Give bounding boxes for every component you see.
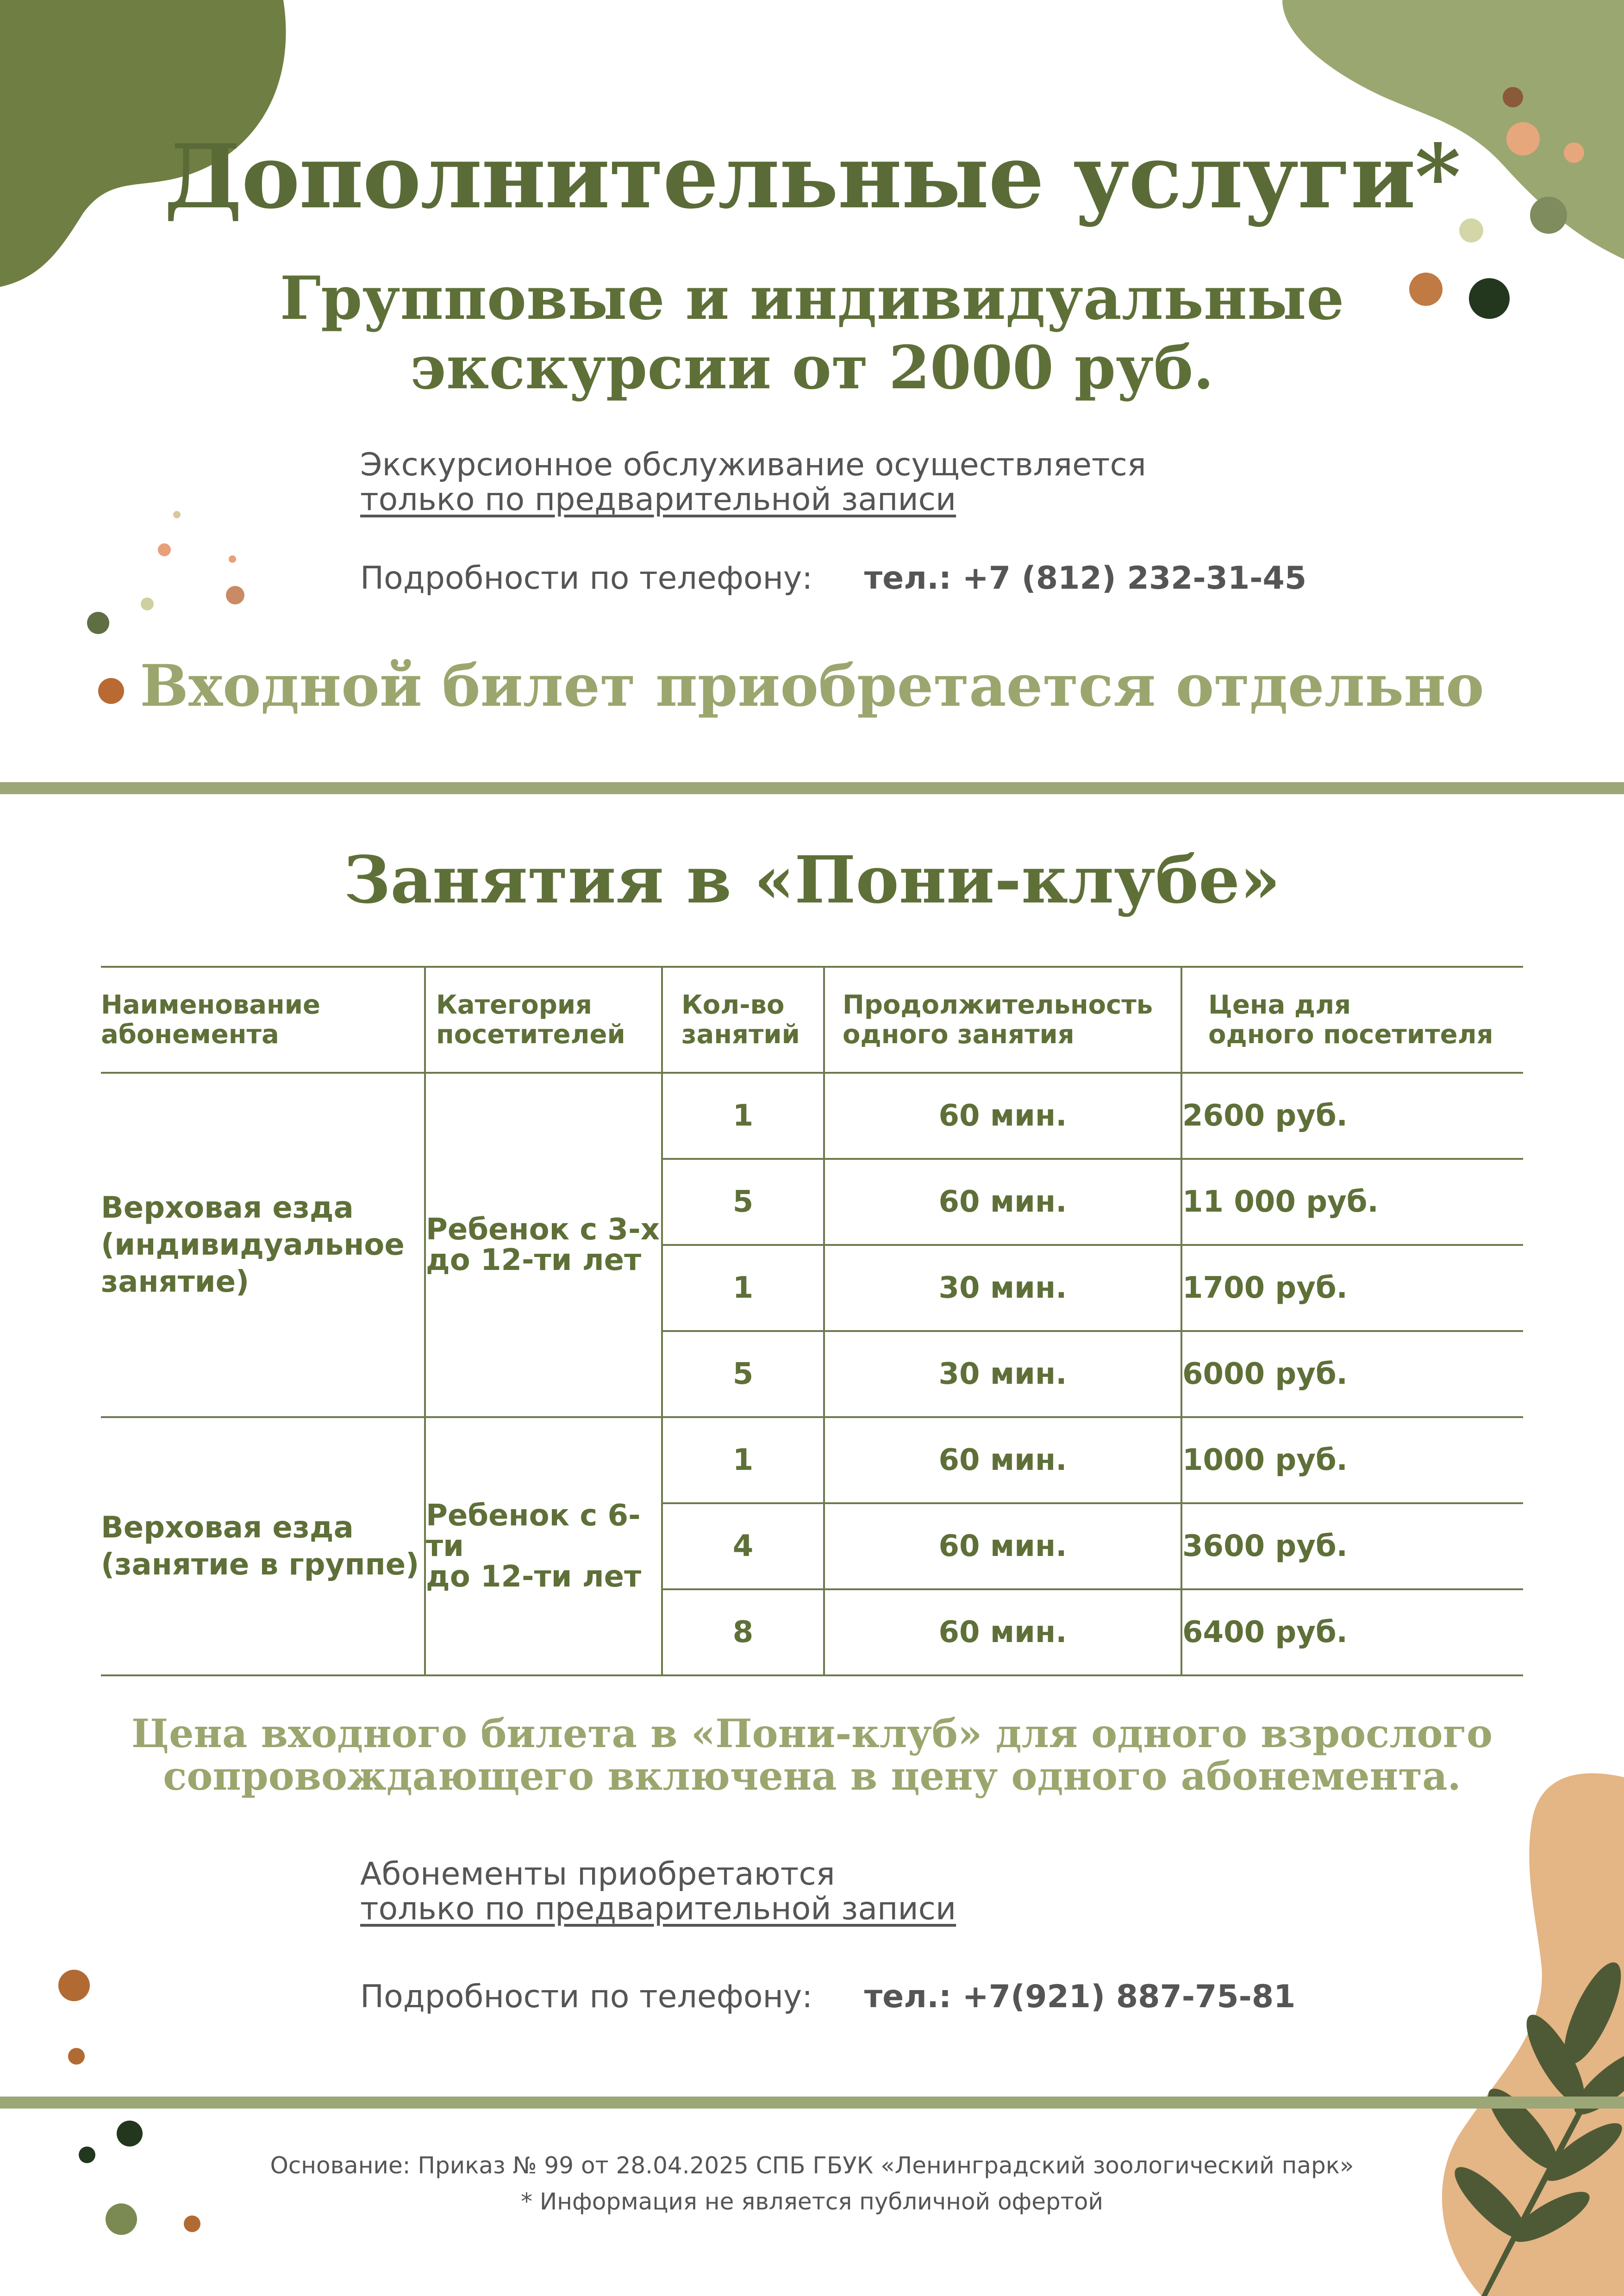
lesson-count: 8 [662, 1589, 824, 1675]
lesson-price: 11 000 руб. [1181, 1159, 1523, 1245]
dot [117, 2121, 143, 2147]
header-price: Цена для одного посетителя [1181, 967, 1523, 1073]
lesson-duration: 30 мин. [824, 1331, 1181, 1417]
page-title: Дополнительные услуги* [164, 125, 1460, 228]
subscription-name: Верховая езда (индивидуальное занятие) [101, 1073, 425, 1417]
note-line: Цена входного билета в «Пони-клуб» для одного взрослого [131, 1711, 1493, 1756]
pony-note [360, 1856, 956, 1927]
header-duration: Продолжительность одного занятия [824, 967, 1181, 1073]
lesson-count: 5 [662, 1331, 824, 1417]
lesson-duration: 30 мин. [824, 1245, 1181, 1331]
ticket-note: Входной билет приобретается отдельно [140, 653, 1484, 720]
lesson-duration: 60 мин. [824, 1417, 1181, 1503]
note-line: Экскурсионное обслуживание осуществляется [360, 447, 1146, 483]
dot [173, 511, 181, 518]
dot [87, 612, 109, 634]
visitor-category: Ребенок с 6-ти до 12-ти лет [425, 1417, 662, 1675]
subtitle-line: Групповые и индивидуальные [280, 264, 1344, 333]
excursion-phone-row [360, 560, 1306, 597]
note-line: Абонементы приобретаются [360, 1856, 835, 1892]
header-category: Категория посетителей [425, 967, 662, 1073]
table-header-row [101, 967, 1523, 1073]
note-line: сопровождающего включена в цену одного абонемента. [163, 1753, 1461, 1799]
lesson-price: 6400 руб. [1181, 1589, 1523, 1675]
dot [141, 597, 154, 610]
footer-disclaimer: * Информация не является публичной офертой [520, 2188, 1104, 2215]
table-row [101, 1417, 1523, 1503]
header-count: Кол-во занятий [662, 967, 824, 1073]
divider [0, 2097, 1624, 2109]
phone-label: Подробности по телефону: [360, 560, 813, 597]
header-name: Наименование абонемента [101, 967, 425, 1073]
phone-number[interactable]: тел.: +7 (812) 232-31-45 [864, 560, 1307, 597]
pony-phone-row [360, 1979, 1295, 2015]
lesson-duration: 60 мин. [824, 1503, 1181, 1589]
table-row [101, 1073, 1523, 1159]
dot [229, 555, 236, 563]
excursion-subtitle [0, 264, 1624, 403]
dot [68, 2048, 85, 2065]
divider [0, 782, 1624, 794]
excursion-note [360, 447, 1146, 518]
lesson-count: 1 [662, 1073, 824, 1159]
phone-number[interactable]: тел.: +7(921) 887-75-81 [864, 1979, 1296, 2015]
visitor-category: Ребенок с 3-х до 12-ти лет [425, 1073, 662, 1417]
lesson-price: 6000 руб. [1181, 1331, 1523, 1417]
lesson-count: 1 [662, 1245, 824, 1331]
dot [226, 586, 244, 604]
pony-club-table [101, 966, 1523, 1676]
footer-basis: Основание: Приказ № 99 от 28.04.2025 СПБ ГБУК «Ленинградский зоологический парк» [270, 2152, 1354, 2179]
subtitle-line: экскурсии от 2000 руб. [410, 333, 1214, 403]
lesson-price: 3600 руб. [1181, 1503, 1523, 1589]
lesson-duration: 60 мин. [824, 1589, 1181, 1675]
lesson-duration: 60 мин. [824, 1073, 1181, 1159]
pony-ticket-note [0, 1712, 1624, 1798]
lesson-price: 1700 руб. [1181, 1245, 1523, 1331]
note-line-underlined: только по предварительной записи [360, 481, 956, 518]
dot [58, 1970, 90, 2001]
lesson-count: 5 [662, 1159, 824, 1245]
note-line-underlined: только по предварительной записи [360, 1891, 956, 1927]
lesson-price: 1000 руб. [1181, 1417, 1523, 1503]
lesson-duration: 60 мин. [824, 1159, 1181, 1245]
dot [158, 543, 171, 556]
phone-label: Подробности по телефону: [360, 1979, 813, 2015]
lesson-count: 4 [662, 1503, 824, 1589]
lesson-price: 2600 руб. [1181, 1073, 1523, 1159]
pony-club-title: Занятия в «Пони-клубе» [344, 842, 1280, 918]
dot [1503, 87, 1523, 107]
lesson-count: 1 [662, 1417, 824, 1503]
dot [184, 2215, 200, 2232]
subscription-name: Верховая езда (занятие в группе) [101, 1417, 425, 1675]
